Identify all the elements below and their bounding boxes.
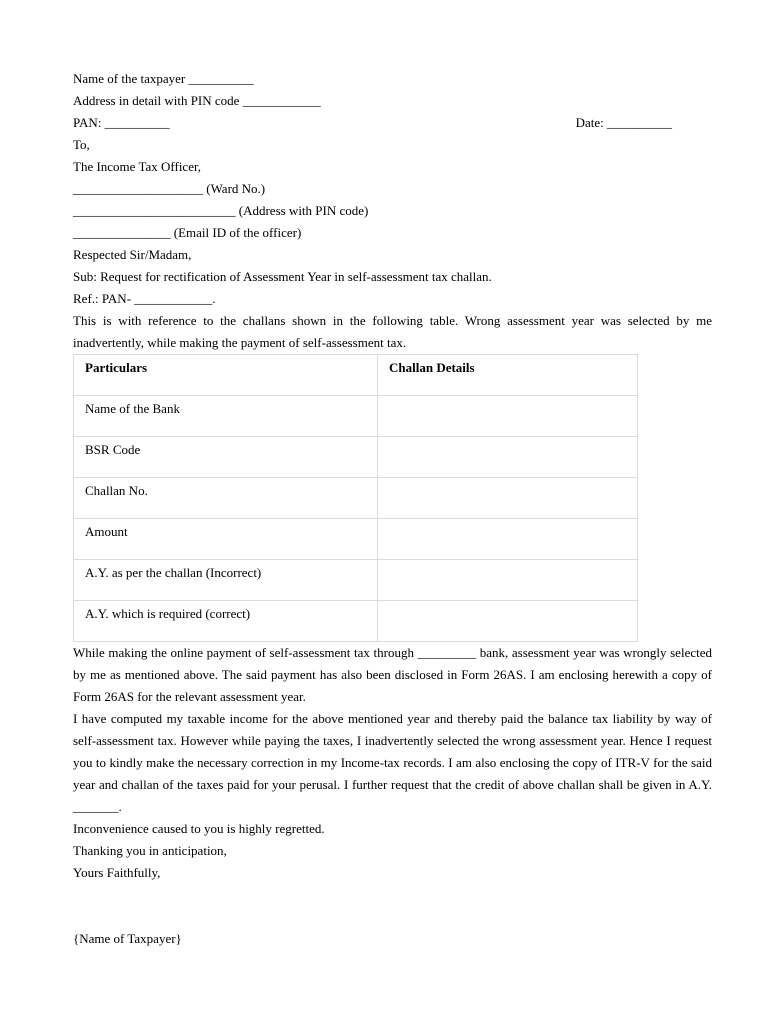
- reference-line: Ref.: PAN- ____________.: [73, 291, 216, 306]
- signature-name: {Name of Taxpayer}: [73, 931, 182, 946]
- recipient-email: _______________ (Email ID of the officer): [73, 225, 302, 240]
- challan-table: [73, 354, 638, 642]
- body-paragraph-3: I have computed my taxable income for the above mentioned year and thereby paid the balance tax liability by way of self-assessment tax. However while paying the taxes, I inadvertently selected the wrong assessment year. Hence I request you to kindly make the necessary correction in my Income-tax records. I am also enclosing the copy of ITR-V for the said year and challan of the taxes paid for your perusal. I further request that the credit of above challan shall be given in A.Y. _______.: [73, 711, 712, 814]
- header-challan-details: Challan Details: [378, 355, 638, 396]
- taxpayer-name-line: Name of the taxpayer __________: [73, 71, 254, 86]
- table-row: [74, 478, 638, 519]
- row-label-bsr: BSR Code: [74, 437, 378, 478]
- closing-thanks: Thanking you in anticipation,: [73, 843, 227, 858]
- date-line: Date: __________: [575, 115, 672, 130]
- row-value-bank: [378, 396, 638, 437]
- recipient-address: _________________________ (Address with PIN code): [73, 203, 369, 218]
- subject-line: Sub: Request for rectification of Assessment Year in self-assessment tax challan.: [73, 269, 492, 284]
- table-row: [74, 601, 638, 642]
- row-value-ay-correct: [378, 601, 638, 642]
- intro-paragraph: This is with reference to the challans shown in the following table. Wrong assessment year was selected by me inadvertently, while making the payment of self-assessment tax.: [73, 313, 712, 350]
- table-row: [74, 396, 638, 437]
- row-value-ay-incorrect: [378, 560, 638, 601]
- row-label-ay-incorrect: A.Y. as per the challan (Incorrect): [74, 560, 378, 601]
- signature-space: [73, 884, 712, 928]
- closing-regret: Inconvenience caused to you is highly regretted.: [73, 821, 325, 836]
- table-header-row: [74, 355, 638, 396]
- taxpayer-address-line: Address in detail with PIN code ____________: [73, 93, 321, 108]
- row-value-bsr: [378, 437, 638, 478]
- header-particulars: Particulars: [74, 355, 378, 396]
- recipient-officer: The Income Tax Officer,: [73, 159, 202, 174]
- row-value-amount: [378, 519, 638, 560]
- row-label-amount: Amount: [74, 519, 378, 560]
- table-row: [74, 519, 638, 560]
- recipient-to: To,: [73, 137, 90, 152]
- recipient-ward: ____________________ (Ward No.): [73, 181, 266, 196]
- row-label-ay-correct: A.Y. which is required (correct): [74, 601, 378, 642]
- table-row: [74, 560, 638, 601]
- letter-document: [73, 68, 712, 950]
- pan-date-row: [73, 112, 712, 134]
- table-row: [74, 437, 638, 478]
- row-label-challan-no: Challan No.: [74, 478, 378, 519]
- body-paragraph-2: While making the online payment of self-assessment tax through _________ bank, assessment year was wrongly selected by me as mentioned above. The said payment has also been disclosed in Form 26AS. I am enclosing herewith a copy of Form 26AS for the relevant assessment year.: [73, 645, 712, 704]
- salutation: Respected Sir/Madam,: [73, 247, 192, 262]
- row-label-bank: Name of the Bank: [74, 396, 378, 437]
- row-value-challan-no: [378, 478, 638, 519]
- pan-line: PAN: __________: [73, 115, 170, 130]
- closing-yours: Yours Faithfully,: [73, 865, 161, 880]
